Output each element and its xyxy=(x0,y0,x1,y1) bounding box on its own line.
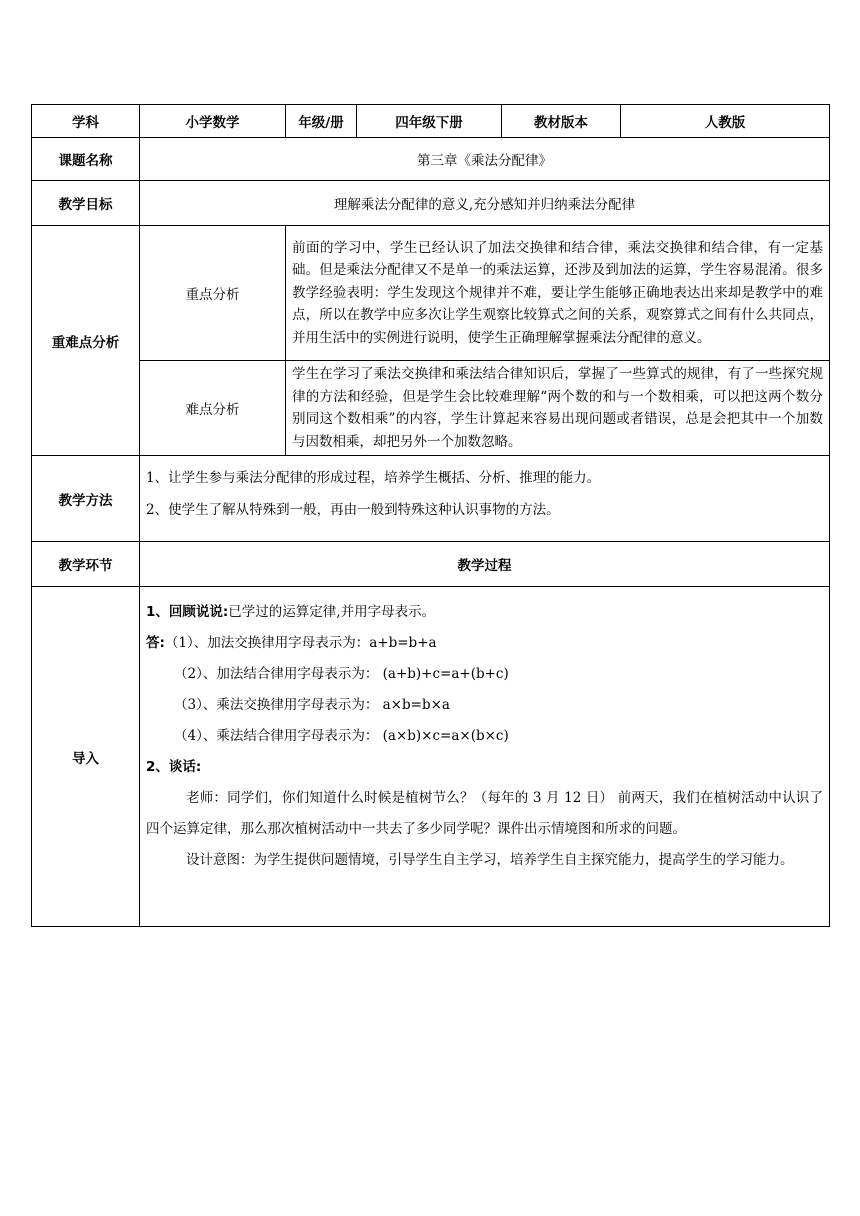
difficult-point-row xyxy=(32,361,830,456)
answer-line-2: （2）、加法结合律用字母表示为： (a+b)+c=a+(b+c) xyxy=(174,666,509,682)
grade-value: 四年级下册 xyxy=(357,105,502,138)
intro-row xyxy=(32,587,830,927)
key-point-text: 前面的学习中，学生已经认识了加法交换律和结合律，乘法交换律和结合律，有一定基础。但是乘法分配律又不是单一的乘法运算，还涉及到加法的运算，学生容易混淆。很多教学经验表明：学生发现这个规律并不难，要让学生能够正确地表达出来却是教学中的难点，所以在教学中应多次让学生观察比较算式之间的关系，观察算式之间有什么共同点，并用生活中的实例进行说明，使学生正确理解掌握乘法分配律的意义。 xyxy=(286,226,830,361)
method-row xyxy=(32,456,830,542)
method-item-1: 1、让学生参与乘法分配律的形成过程，培养学生概括、分析、推理的能力。 xyxy=(146,470,601,486)
stage-label: 教学环节 xyxy=(32,542,140,587)
edition-value: 人教版 xyxy=(621,105,830,138)
goal-label: 教学目标 xyxy=(32,181,140,226)
edition-label: 教材版本 xyxy=(502,105,621,138)
method-item-2: 2、使学生了解从特殊到一般，再由一般到特殊这种认识事物的方法。 xyxy=(146,502,560,518)
intro-content xyxy=(140,587,830,927)
goal-value: 理解乘法分配律的意义,充分感知并归纳乘法分配律 xyxy=(140,181,830,226)
difficult-point-label: 难点分析 xyxy=(140,361,286,456)
review-title: 1、回顾说说: xyxy=(146,604,229,620)
intro-label: 导入 xyxy=(32,587,140,927)
answer-line-1 xyxy=(146,628,823,659)
design-text: 设计意图：为学生提供问题情境，引导学生自主学习，培养学生自主探究能力，提高学生的学习能力。 xyxy=(186,852,794,868)
subject-value: 小学数学 xyxy=(140,105,286,138)
answer-line-3: （3）、乘法交换律用字母表示为： a×b=b×a xyxy=(174,697,450,713)
answer-line-4: （4）、乘法结合律用字母表示为： (a×b)×c=a×(b×c) xyxy=(174,728,509,744)
analysis-label: 重难点分析 xyxy=(32,226,140,456)
answer-first: （1）、加法交换律用字母表示为：a+b=b+a xyxy=(164,635,437,651)
topic-row xyxy=(32,138,830,181)
teacher-text: 老师：同学们，你们知道什么时候是植树节么？（每年的 3 月 12 日） 前两天，我们在植树活动中认识了四个运算定律，那么那次植树活动中一共去了多少同学呢？课件出示情境图和所求的问题。 xyxy=(146,790,823,837)
goal-row xyxy=(32,181,830,226)
subject-label: 学科 xyxy=(32,105,140,138)
grade-label: 年级/册 xyxy=(286,105,357,138)
review-line xyxy=(146,597,823,628)
lesson-plan-table xyxy=(31,104,830,927)
process-label: 教学过程 xyxy=(140,542,830,587)
topic-label: 课题名称 xyxy=(32,138,140,181)
answer-label: 答: xyxy=(146,635,165,651)
key-point-row xyxy=(32,226,830,361)
stage-row xyxy=(32,542,830,587)
header-row xyxy=(32,105,830,138)
method-label: 教学方法 xyxy=(32,456,140,542)
talk-title: 2、谈话: xyxy=(146,759,202,775)
topic-value: 第三章《乘法分配律》 xyxy=(140,138,830,181)
method-list xyxy=(140,456,830,542)
key-point-label: 重点分析 xyxy=(140,226,286,361)
difficult-point-text: 学生在学习了乘法交换律和乘法结合律知识后，掌握了一些算式的规律，有了一些探究规律的方法和经验，但是学生会比较难理解“两个数的和与一个数相乘，可以把这两个数分别同这个数相乘”的内容，学生计算起来容易出现问题或者错误，总是会把其中一个加数与因数相乘，却把另外一个加数忽略。 xyxy=(286,361,830,456)
review-text: 已学过的运算定律,并用字母表示。 xyxy=(228,604,436,620)
